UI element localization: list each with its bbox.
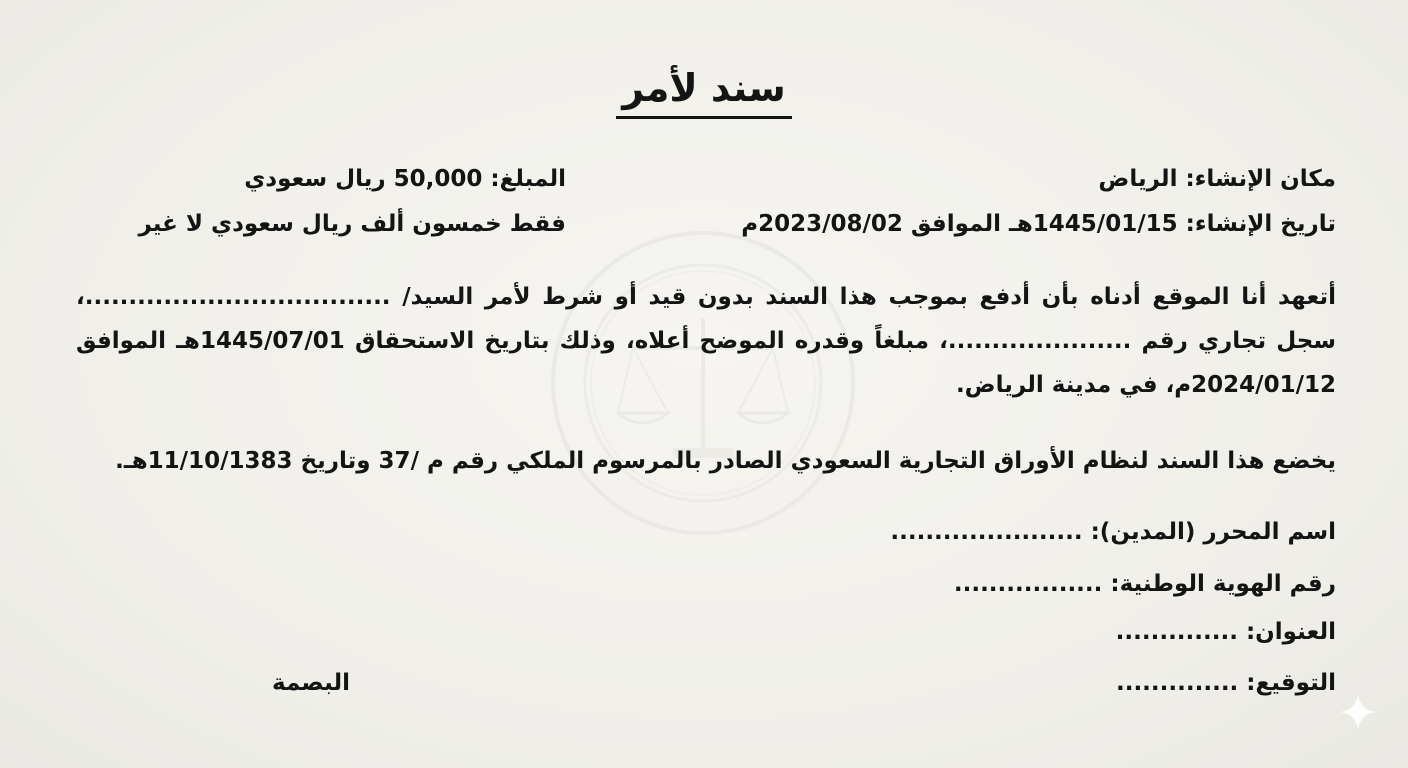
document-title-wrap (0, 66, 1408, 119)
debtor-name-field: اسم المحرر (المدين): ...................... (890, 519, 1336, 545)
sparkle-icon (1338, 692, 1378, 732)
signature-field: التوقيع: .............. (1115, 670, 1336, 696)
governing-law-paragraph: يخضع هذا السند لنظام الأوراق التجارية السعودي الصادر بالمرسوم الملكي رقم م /37 وتاريخ 11/10/1383هـ. (115, 448, 1336, 474)
national-id-field: رقم الهوية الوطنية: ................. (953, 571, 1336, 597)
fingerprint-label: البصمة (272, 670, 350, 696)
date-of-issue: تاريخ الإنشاء: 1445/01/15هـ الموافق 2023/08/02م (741, 211, 1336, 237)
document-title: سند لأمر (616, 66, 792, 119)
place-of-issue: مكان الإنشاء: الرياض (1098, 166, 1336, 192)
address-field: العنوان: .............. (1115, 619, 1336, 645)
amount-in-words: فقط خمسون ألف ريال سعودي لا غير (138, 211, 566, 237)
amount: المبلغ: 50,000 ريال سعودي (244, 166, 566, 192)
pledge-paragraph: أتعهد أنا الموقع أدناه بأن أدفع بموجب هذا السند بدون قيد أو شرط لأمر السيد/ ...................................، سجل تجاري رقم .....................، مبلغاً وقدره الموضح أعلاه، وذلك بتاريخ الاستحقاق 1445/07/01هـ الموافق 2024/01/12م، في مدينة الرياض. (76, 284, 1336, 398)
